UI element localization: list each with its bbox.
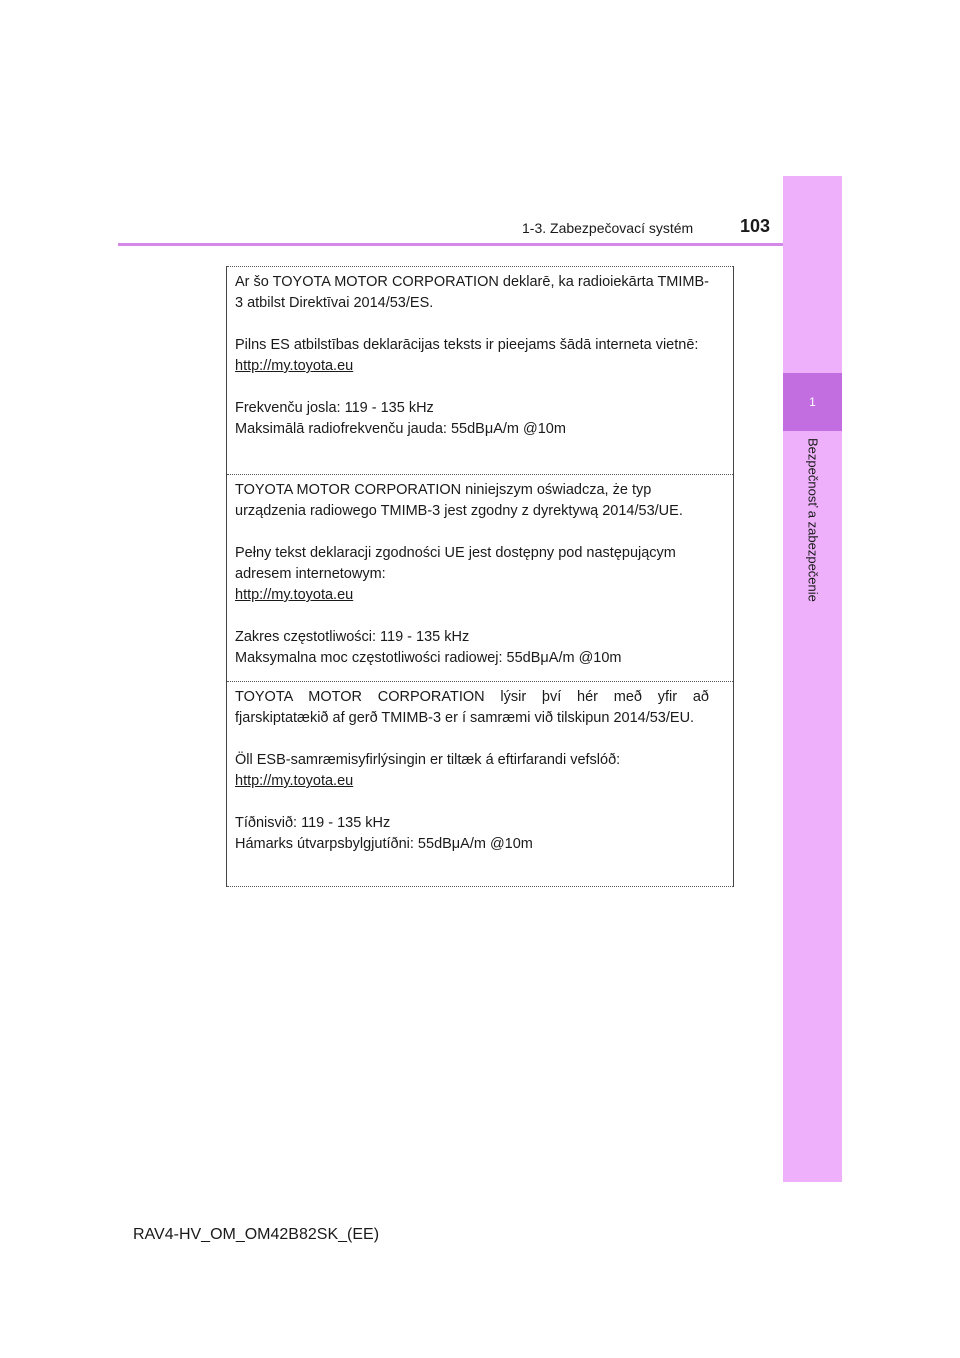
declaration-text: Ar šo TOYOTA MOTOR CORPORATION deklarē, ka radioiekārta TMIMB-3 atbilst Direktīvai 2014/53/ES.: [235, 274, 709, 311]
availability-text: Pilns ES atbilstības deklarācijas teksts ir pieejams šādā interneta vietnē:: [235, 337, 699, 353]
declaration-section-pl: [227, 474, 733, 681]
availability-text: Pełny tekst deklaracji zgodności UE jest dostępny pod następującym adresem internetowym:: [235, 545, 676, 582]
chapter-number-badge: [783, 373, 842, 431]
manual-code: RAV4-HV_OM_OM42B82SK_(EE): [133, 1226, 380, 1243]
max-power: Maksimālā radiofrekvenču jauda: 55dBμA/m @10m: [235, 421, 566, 437]
chapter-label: Bezpečnosť a zabezpečenie: [805, 438, 821, 602]
frequency-band: Zakres częstotliwości: 119 - 135 kHz: [235, 629, 470, 645]
declaration-link[interactable]: http://my.toyota.eu: [235, 773, 354, 789]
frequency-band: Frekvenču josla: 119 - 135 kHz: [235, 400, 434, 416]
chapter-number: 1: [809, 395, 816, 409]
max-power: Hámarks útvarpsbylgjutíðni: 55dBμA/m @10m: [235, 836, 533, 852]
declaration-section-lv: [227, 266, 733, 474]
max-power: Maksymalna moc częstotliwości radiowej: 55dBμA/m @10m: [235, 650, 622, 666]
declaration-text: TOYOTA MOTOR CORPORATION niniejszym oświadcza, że typ urządzenia radiowego TMIMB-3 jest zgodny z dyrektywą 2014/53/UE.: [235, 482, 683, 519]
chapter-label-container: [796, 438, 830, 628]
chapter-side-tab: [783, 176, 842, 1182]
declaration-link[interactable]: http://my.toyota.eu: [235, 358, 354, 374]
frequency-band: Tíðnisvið: 119 - 135 kHz: [235, 815, 391, 831]
availability-text: Öll ESB-samræmisyfirlýsingin er tiltæk á eftirfarandi vefslóð:: [235, 752, 621, 768]
conformity-declaration-box: [226, 266, 734, 887]
declaration-link[interactable]: http://my.toyota.eu: [235, 587, 354, 603]
header-divider: [118, 243, 842, 246]
section-title: 1-3. Zabezpečovací systém: [522, 220, 694, 236]
declaration-text: TOYOTA MOTOR CORPORATION lýsir því hér með yfir að fjarskiptatækið af gerð TMIMB-3 er í samræmi við tilskipun 2014/53/EU.: [235, 689, 709, 726]
declaration-section-is: [227, 681, 733, 887]
page-number: 103: [740, 216, 771, 236]
